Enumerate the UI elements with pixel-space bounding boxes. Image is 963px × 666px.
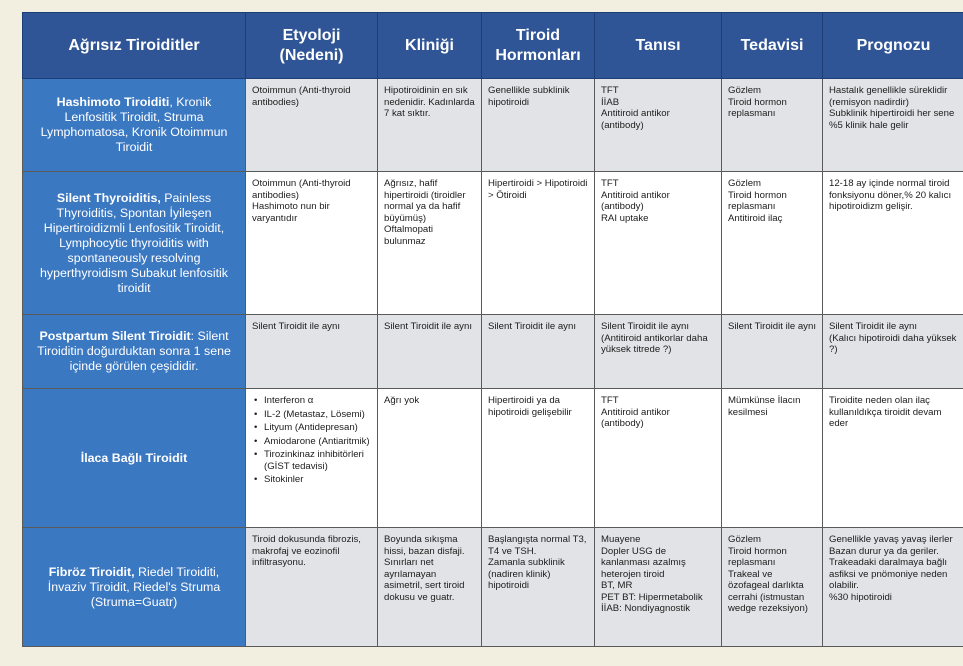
row-title: Hashimoto Tiroiditi, Kronik Lenfositik Tiroidit, Struma Lymphomatosa, Kronik Otoimmun Tiroidit — [23, 79, 246, 172]
cell-line: Ağrısız, hafif hipertiroidi (tiroidler normal ya da hafif büyümüş) — [384, 178, 466, 224]
tedavi-cell — [722, 528, 823, 647]
prognoz-cell — [823, 528, 963, 647]
etyoloji-cell — [246, 172, 378, 315]
list-item: • Interferon α — [264, 395, 371, 407]
cell-line: Antitiroid antikor (antibody) — [601, 189, 670, 212]
header-cell: Tedavisi — [722, 13, 823, 79]
cell-line: Silent Tiroidit ile aynı (Antitiroid antikorlar daha yüksek titrede ?) — [601, 321, 708, 355]
cell-line: Hastalık genellikle süreklidir (remisyon nadirdir) — [829, 85, 948, 108]
cell-line: Hipertiroidi > Hipotiroidi > Ötiroidi — [488, 178, 588, 201]
list-item: • Tirozinkinaz inhibitörleri (GİST tedavisi) — [264, 449, 371, 472]
header-cell: Prognozu — [823, 13, 963, 79]
etyoloji-cell — [246, 528, 378, 647]
cell-line: Gözlem — [728, 534, 762, 545]
cell-line: Ağrı yok — [384, 395, 420, 406]
header-cell: Tanısı — [595, 13, 722, 79]
cell-line: TFT — [601, 178, 619, 189]
cell-line: Gözlem — [728, 85, 762, 96]
cell-line: Antitiroid antikor (antibody) — [601, 108, 670, 131]
table-row — [23, 528, 963, 647]
etyoloji-cell — [246, 315, 378, 389]
cell-line: Antitiroid ilaç — [728, 212, 783, 224]
tedavi-cell — [722, 315, 823, 389]
table-frame — [22, 12, 963, 646]
cell-line: RAI uptake — [601, 212, 649, 224]
header-cell: Ağrısız Tiroiditler — [23, 13, 246, 79]
table-row — [23, 315, 963, 389]
tedavi-cell — [722, 389, 823, 528]
klinik-cell — [378, 528, 482, 647]
prognoz-cell — [823, 315, 963, 389]
cell-line: Silent Tiroidit ile aynı — [252, 321, 340, 332]
cell-line: İİAB — [601, 96, 620, 108]
header-cell: Kliniği — [378, 13, 482, 79]
prognoz-cell — [823, 172, 963, 315]
row-title: Silent Thyroiditis, Painless Thyroiditis, Spontan İyileşen Hipertiroidizmli Lenfositik Tiroidit, Lymphocytic thyroiditis with spontaneously resolving hyperthyroidism Subakut lenfositik tiroidit — [23, 172, 246, 315]
cell-line: (Kalıcı hipotiroidi daha yüksek ?) — [829, 332, 957, 355]
cell-line: Tiroid hormon replasmanı — [728, 189, 787, 212]
cell-line: Trakeadaki daralmaya bağlı asfiksi ve pnömoniye neden olabilir. — [829, 557, 948, 591]
cell-line: Tiroidite neden olan ilaç kullanıldıkça tiroidit devam eder — [829, 395, 942, 429]
cell-line: Otoimmun (Anti-thyroid antibodies) — [252, 178, 351, 201]
tani-cell — [595, 315, 722, 389]
row-title: Fibröz Tiroidit, Riedel Tiroiditi, İnvaziv Tiroidit, Riedel's Struma (Struma=Guatr) — [23, 528, 246, 647]
cell-line: Oftalmopati bulunmaz — [384, 224, 434, 247]
hormon-cell — [482, 172, 595, 315]
table-row — [23, 389, 963, 528]
cell-line: Hipotiroidinin en sık nedenidir. Kadınlarda 7 kat sıktır. — [384, 85, 475, 119]
table-row — [23, 172, 963, 315]
cell-line: Silent Tiroidit ile aynı — [829, 321, 917, 332]
prognoz-cell — [823, 79, 963, 172]
cell-line: 12-18 ay içinde normal tiroid fonksiyonu döner,% 20 kalıcı hipotiroidizm gelişir. — [829, 178, 952, 212]
list-item: • IL-2 (Metastaz, Lösemi) — [264, 409, 371, 421]
cell-line: Silent Tiroidit ile aynı — [728, 321, 816, 332]
klinik-cell — [378, 79, 482, 172]
cell-line: Sınırları net ayrılamayan asimetril, sert tiroid dokusu ve guatr. — [384, 557, 465, 603]
tedavi-cell — [722, 79, 823, 172]
cell-line: Muayene — [601, 534, 641, 545]
tani-cell — [595, 172, 722, 315]
cell-line: Boyunda sıkışma hissi, bazan disfaji. — [384, 534, 465, 557]
header-cell: Etyoloji (Nedeni) — [246, 13, 378, 79]
list-item: • Sitokinler — [264, 474, 371, 486]
list-item: • Lityum (Antidepresan) — [264, 422, 371, 434]
cell-line: Başlangışta normal T3, T4 ve TSH. — [488, 534, 587, 557]
cell-line: TFT — [601, 395, 619, 406]
cell-line: İİAB: Nondiyagnostik — [601, 603, 691, 614]
thyroiditis-table — [22, 12, 963, 647]
cell-line: Hipertiroidi ya da hipotiroidi gelişebilir — [488, 395, 572, 418]
klinik-cell — [378, 389, 482, 528]
cell-line: Zamanla subklinik (nadiren klinik) hipotiroidi — [488, 557, 565, 591]
cell-line: Tiroid hormon replasmanı — [728, 96, 787, 119]
row-title: Postpartum Silent Tiroidit: Silent Tiroiditin doğurduktan sonra 1 sene içinde görülen çeşididir. — [23, 315, 246, 389]
tedavi-cell — [722, 172, 823, 315]
cell-line: Silent Tiroidit ile aynı — [488, 321, 576, 332]
drug-list — [252, 395, 371, 486]
cell-line: Gözlem — [728, 178, 762, 189]
cell-line: Otoimmun (Anti-thyroid antibodies) — [252, 85, 351, 108]
cell-line: %30 hipotiroidi — [829, 591, 892, 603]
klinik-cell — [378, 172, 482, 315]
row-title: İlaca Bağlı Tiroidit — [23, 389, 246, 528]
list-item: • Amiodarone (Antiaritmik) — [264, 436, 371, 448]
etyoloji-cell — [246, 79, 378, 172]
cell-line: Tiroid hormon replasmanı — [728, 545, 787, 568]
prognoz-cell — [823, 389, 963, 528]
hormon-cell — [482, 389, 595, 528]
header-cell: Tiroid Hormonları — [482, 13, 595, 79]
cell-line: Antitiroid antikor (antibody) — [601, 406, 670, 429]
etyoloji-cell — [246, 389, 378, 528]
cell-line: BT, MR — [601, 580, 633, 591]
cell-line: Trakeal ve özofageal darlıkta cerrahi (istmustan wedge rezeksiyon) — [728, 568, 808, 614]
cell-line: Genellikle yavaş yavaş ilerler — [829, 534, 953, 545]
tani-cell — [595, 528, 722, 647]
header-row — [23, 13, 963, 79]
tani-cell — [595, 79, 722, 172]
hormon-cell — [482, 79, 595, 172]
klinik-cell — [378, 315, 482, 389]
cell-line: Mümkünse İlacın kesilmesi — [728, 395, 801, 418]
cell-line: Silent Tiroidit ile aynı — [384, 321, 472, 332]
cell-line: Bazan durur ya da geriler. — [829, 545, 939, 557]
cell-line: Genellikle subklinik hipotiroidi — [488, 85, 570, 108]
hormon-cell — [482, 528, 595, 647]
table-row — [23, 79, 963, 172]
cell-line: PET BT: Hipermetabolik — [601, 591, 703, 603]
cell-line: TFT — [601, 85, 619, 96]
cell-line: Dopler USG de kanlanması azalmış heterojen tiroid — [601, 545, 686, 580]
cell-line: Hashimoto nun bir varyantıdır — [252, 201, 330, 224]
tani-cell — [595, 389, 722, 528]
cell-line: Tiroid dokusunda fibrozis, makrofaj ve eozinofil infiltrasyonu. — [252, 534, 361, 568]
hormon-cell — [482, 315, 595, 389]
cell-line: Subklinik hipertiroidi her sene %5 klinik hale gelir — [829, 108, 955, 131]
